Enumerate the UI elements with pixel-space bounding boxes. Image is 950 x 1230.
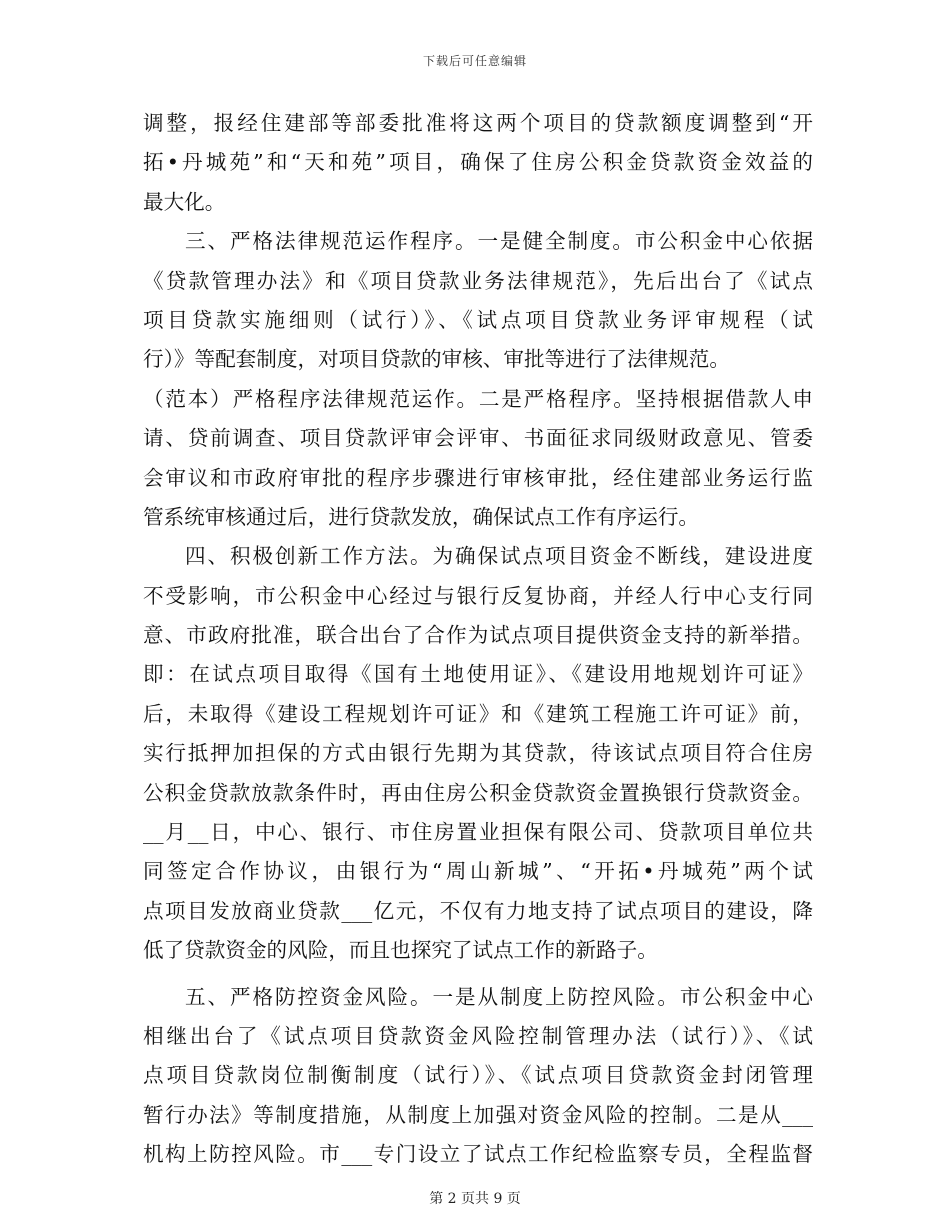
text-line: 项目贷款实施细则（试行）》、《试点项目贷款业务评审规程（试	[143, 307, 813, 332]
page-header: 下载后可任意编辑	[422, 54, 527, 68]
text-line: 调整，报经住建部等部委批准将这两个项目的贷款额度调整到“开	[143, 111, 813, 135]
text-line: 点项目贷款岗位制衡制度（试行）》、《试点项目贷款资金封闭管理	[143, 1063, 813, 1088]
text-line: __月__日，中心、银行、市住房置业担保有限公司、贷款项目单位共	[143, 820, 813, 845]
paragraph-2	[143, 222, 813, 537]
text-line: 后，未取得《建设工程规划许可证》和《建筑工程施工许可证》前，	[143, 701, 813, 726]
text-line: 行）》等配套制度，对项目贷款的审核、审批等进行了法律规范。	[143, 347, 730, 372]
paragraph-1	[143, 104, 813, 222]
text-line: 不受影响，市公积金中心经过与银行反复协商，并经人行中心支行同	[143, 583, 813, 608]
text-line: 暂行办法》等制度措施，从制度上加强对资金风险的控制。二是从___	[143, 1102, 813, 1127]
document-body	[143, 104, 813, 1175]
text-line: 三、严格法律规范运作程序。一是健全制度。市公积金中心依据	[185, 229, 813, 254]
text-line: 即：在试点项目取得《国有土地使用证》、《建设用地规划许可证》	[143, 662, 813, 687]
text-line: 实行抵押加担保的方式由银行先期为其贷款，待该试点项目符合住房	[143, 741, 813, 766]
page-number: 第 2 页共 9 页	[429, 1191, 521, 1207]
paragraph-3	[143, 537, 813, 970]
text-line: 拓•丹城苑”和“天和苑”项目，确保了住房公积金贷款资金效益的	[143, 150, 813, 175]
text-line: 请、贷前调查、项目贷款评审会评审、书面征求同级财政意见、管委	[143, 426, 813, 451]
text-line: 机构上防控风险。市___专门设立了试点工作纪检监察专员，全程监督	[143, 1142, 813, 1167]
text-line: 管系统审核通过后，进行贷款发放，确保试点工作有序运行。	[143, 504, 700, 529]
text-line: 意、市政府批准，联合出台了合作为试点项目提供资金支持的新举措。	[143, 623, 813, 648]
text-line: 同签定合作协议，由银行为“周山新城”、“开拓•丹城苑”两个试	[143, 859, 813, 884]
text-line: 相继出台了《试点项目贷款资金风险控制管理办法（试行）》、《试	[143, 1023, 813, 1048]
text-line: 公积金贷款放款条件时，再由住房公积金贷款资金置换银行贷款资金。	[143, 780, 813, 805]
text-line: 《贷款管理办法》和《项目贷款业务法律规范》，先后出台了《试点	[143, 268, 813, 293]
paragraph-gap	[143, 971, 813, 978]
text-line: 点项目发放商业贷款___亿元，不仅有力地支持了试点项目的建设，降	[143, 898, 813, 923]
text-line: 最大化。	[143, 189, 226, 214]
text-line: 低了贷款资金的风险，而且也探究了试点工作的新路子。	[143, 938, 658, 963]
text-line: 四、积极创新工作方法。为确保试点项目资金不断线，建设进度	[185, 544, 813, 569]
text-line: 会审议和市政府审批的程序步骤进行审核审批，经住建部业务运行监	[143, 465, 813, 490]
paragraph-4	[143, 978, 813, 1175]
text-line: 五、严格防控资金风险。一是从制度上防控风险。市公积金中心	[185, 984, 813, 1009]
text-line: （范本）严格程序法律规范运作。二是严格程序。坚持根据借款人申	[143, 386, 813, 411]
